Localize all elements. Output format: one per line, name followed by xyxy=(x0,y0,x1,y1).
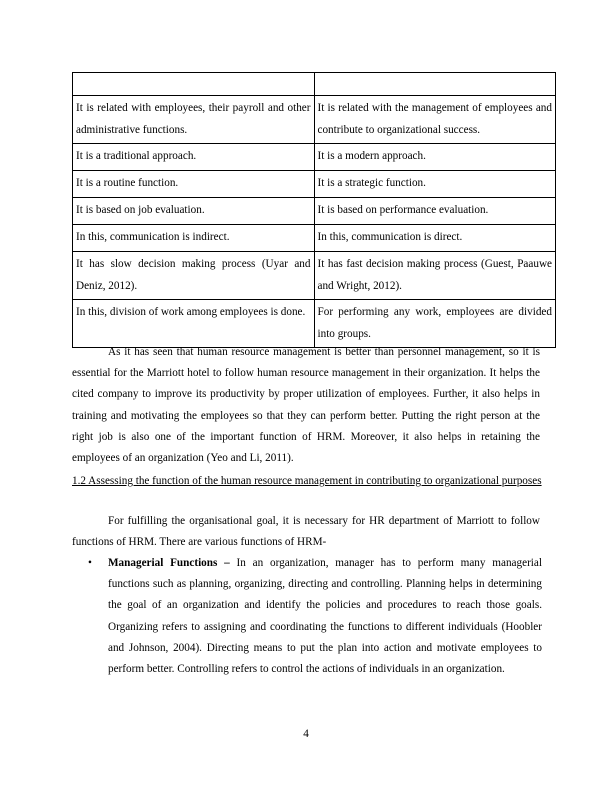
table-cell: It has slow decision making process (Uyar and Deniz, 2012). xyxy=(73,252,315,300)
table-row xyxy=(73,96,556,144)
table-row xyxy=(73,144,556,171)
table-cell: For performing any work, employees are divided into groups. xyxy=(314,300,556,348)
table-cell: It is based on performance evaluation. xyxy=(314,198,556,225)
table-row xyxy=(73,198,556,225)
table-header-row xyxy=(73,73,556,96)
table-cell: In this, communication is indirect. xyxy=(73,225,315,252)
table-cell: In this, communication is direct. xyxy=(314,225,556,252)
section-heading: 1.2 Assessing the function of the human resource management in contributing to organizational purposes xyxy=(72,475,542,487)
table-cell: It has fast decision making process (Guest, Paauwe and Wright, 2012). xyxy=(314,252,556,300)
table-cell: In this, division of work among employees is done. xyxy=(73,300,315,348)
comparison-table xyxy=(72,72,556,348)
bullet-title: Managerial Functions – xyxy=(108,557,230,569)
table-cell: It is a traditional approach. xyxy=(73,144,315,171)
table-cell: It is a routine function. xyxy=(73,171,315,198)
table-header-cell xyxy=(314,73,556,96)
body-paragraph: For fulfilling the organisational goal, it is necessary for HR department of Marriott to follow functions of HRM. There are various functions of HRM- xyxy=(72,515,540,549)
table-cell: It is a strategic function. xyxy=(314,171,556,198)
table-row xyxy=(73,225,556,252)
table-cell: It is related with employees, their payroll and other administrative functions. xyxy=(73,96,315,144)
table-row xyxy=(73,300,556,348)
bullet-text: In an organization, manager has to perform many managerial functions such as planning, organizing, directing and controlling. Planning helps in determining the goal of an organization and identify the policies and procedures to reach those goals. Organizing refers to assigning and coordinating the functions to different individuals (Hoobler and Johnson, 2004). Directing means to put the plan into action and motivate employees to perform better. Controlling refers to control the actions of individuals in an organization. xyxy=(108,557,542,676)
page-number: 4 xyxy=(303,728,309,740)
table-cell: It is based on job evaluation. xyxy=(73,198,315,225)
table-row xyxy=(73,171,556,198)
table-cell: It is a modern approach. xyxy=(314,144,556,171)
bullet-list xyxy=(72,553,542,680)
table-row xyxy=(73,252,556,300)
list-item xyxy=(72,553,542,680)
body-paragraph: As it has seen that human resource management is better than personnel management, so it is essential for the Marriott hotel to follow human resource management in their organization. It helps the cited company to improve its productivity by proper utilization of employees. Further, it also helps in training and motivating the employees so that they can perform better. Putting the right person at the right job is also one of the important function of HRM. Moreover, it also helps in retaining the employees of an organization (Yeo and Li, 2011). xyxy=(72,346,540,465)
table-header-cell xyxy=(73,73,315,96)
table-cell: It is related with the management of employees and contribute to organizational success. xyxy=(314,96,556,144)
bullet-marker: • xyxy=(88,557,92,569)
